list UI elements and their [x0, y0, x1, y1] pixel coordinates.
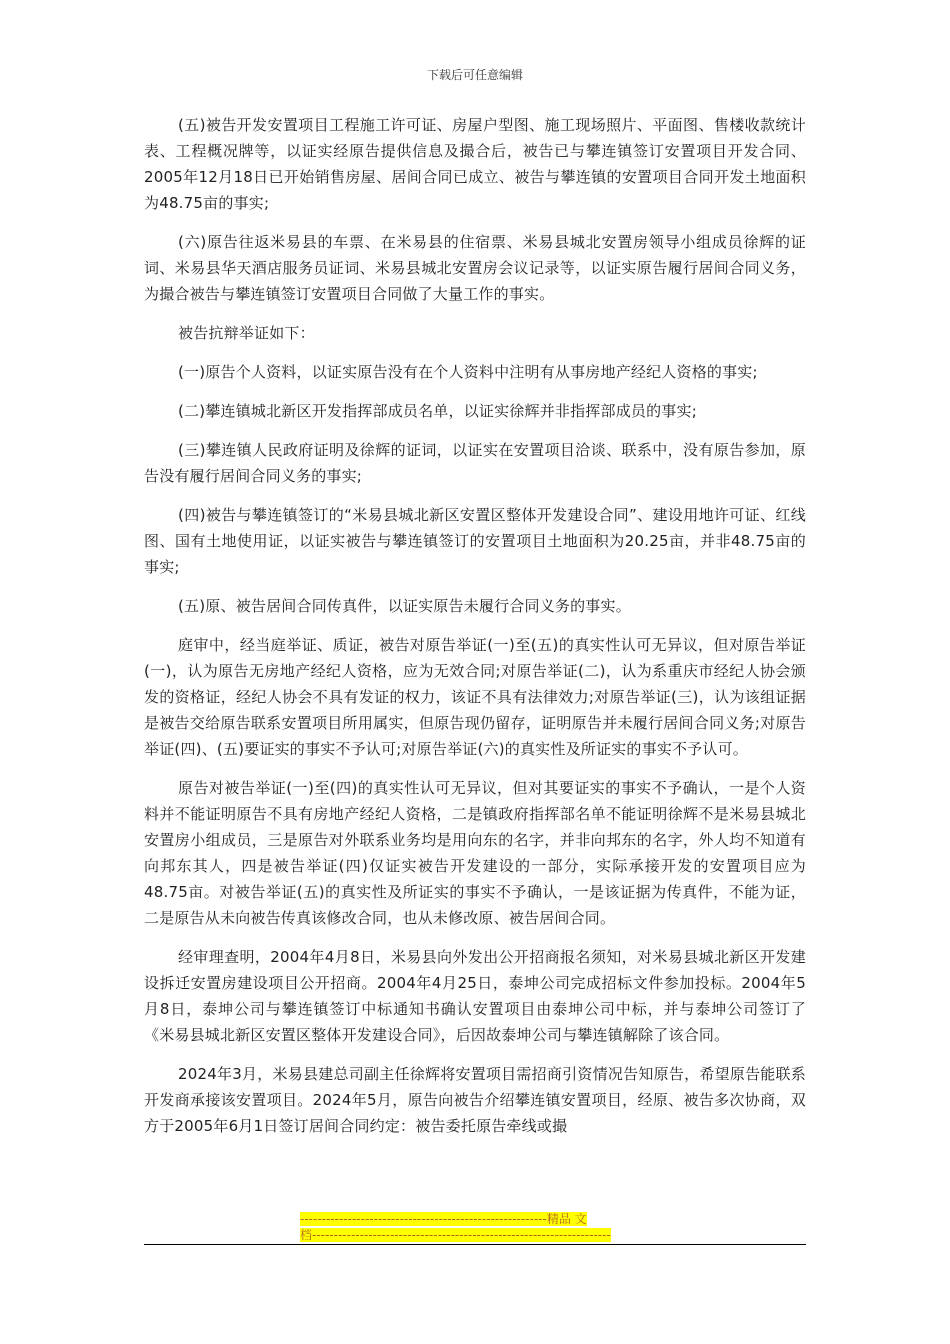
footer-line-1: ---------------------------------------------------------精品 文: [300, 1212, 587, 1226]
paragraph: (五)被告开发安置项目工程施工许可证、房屋户型图、施工现场照片、平面图、售楼收款统计表、工程概况牌等，以证实经原告提供信息及撮合后，被告已与攀连镇签订安置项目开发合同、2005年12月18日已开始销售房屋、居间合同已成立、被告与攀连镇的安置项目合同开发土地面积为48.75亩的事实;: [144, 116, 806, 212]
page-header: 下载后可任意编辑: [426, 68, 523, 82]
paragraph: (三)攀连镇人民政府证明及徐辉的证词，以证实在安置项目洽谈、联系中，没有原告参加，原告没有履行居间合同义务的事实;: [144, 441, 806, 485]
paragraph: 原告对被告举证(一)至(四)的真实性认可无异议，但对其要证实的事实不予确认，一是个人资料并不能证明原告不具有房地产经纪人资格，二是镇政府指挥部名单不能证明徐辉不是米易县城北安置房小组成员，三是原告对外联系业务均是用向东的名字，并非向邦东的名字，外人均不知道有向邦东其人，四是被告举证(四)仅证实被告开发建设的一部分，实际承接开发的安置项目应为48.75亩。对被告举证(五)的真实性及所证实的事实不予确认，一是该证据为传真件，不能为证，二是原告从未向被告传真该修改合同，也从未修改原、被告居间合同。: [144, 779, 806, 927]
paragraph: (五)原、被告居间合同传真件，以证实原告未履行合同义务的事实。: [178, 597, 631, 615]
document-body: [144, 112, 806, 1152]
paragraph: 被告抗辩举证如下：: [178, 324, 315, 342]
footer-line-2: 档---------------------------------------------------------------------: [300, 1228, 611, 1242]
paragraph: (二)攀连镇城北新区开发指挥部成员名单，以证实徐辉并非指挥部成员的事实;: [178, 402, 697, 420]
paragraph: 2024年3月，米易县建总司副主任徐辉将安置项目需招商引资情况告知原告，希望原告能联系开发商承接该安置项目。2024年5月，原告向被告介绍攀连镇安置项目，经原、被告多次协商，双方于2005年6月1日签订居间合同约定：被告委托原告牵线或撮: [144, 1065, 806, 1135]
paragraph: (六)原告往返米易县的车票、在米易县的住宿票、米易县城北安置房领导小组成员徐辉的证词、米易县华天酒店服务员证词、米易县城北安置房会议记录等，以证实原告履行居间合同义务，为撮合被告与攀连镇签订安置项目合同做了大量工作的事实。: [144, 233, 806, 303]
footer-divider: [144, 1244, 806, 1245]
paragraph: (一)原告个人资料，以证实原告没有在个人资料中注明有从事房地产经纪人资格的事实;: [178, 363, 758, 381]
paragraph: 经审理查明，2004年4月8日，米易县向外发出公开招商报名须知，对米易县城北新区开发建设拆迁安置房建设项目公开招商。2004年4月25日，泰坤公司完成招标文件参加投标。2004年5月8日，泰坤公司与攀连镇签订中标通知书确认安置项目由泰坤公司中标，并与泰坤公司签订了《米易县城北新区安置区整体开发建设合同》，后因故泰坤公司与攀连镇解除了该合同。: [144, 948, 806, 1044]
paragraph: 庭审中，经当庭举证、质证，被告对原告举证(一)至(五)的真实性认可无异议，但对原告举证(一)，认为原告无房地产经纪人资格，应为无效合同;对原告举证(二)，认为系重庆市经纪人协会颁发的资格证，经纪人协会不具有发证的权力，该证不具有法律效力;对原告举证(三)，认为该组证据是被告交给原告联系安置项目所用属实，但原告现仍留存，证明原告并未履行居间合同义务;对原告举证(四)、(五)要证实的事实不予认可;对原告举证(六)的真实性及所证实的事实不予认可。: [144, 636, 806, 758]
footer-watermark: [300, 1211, 650, 1243]
paragraph: (四)被告与攀连镇签订的“米易县城北新区安置区整体开发建设合同”、建设用地许可证、红线图、国有土地使用证，以证实被告与攀连镇签订的安置项目土地面积为20.25亩，并非48.75亩的事实;: [144, 506, 806, 576]
